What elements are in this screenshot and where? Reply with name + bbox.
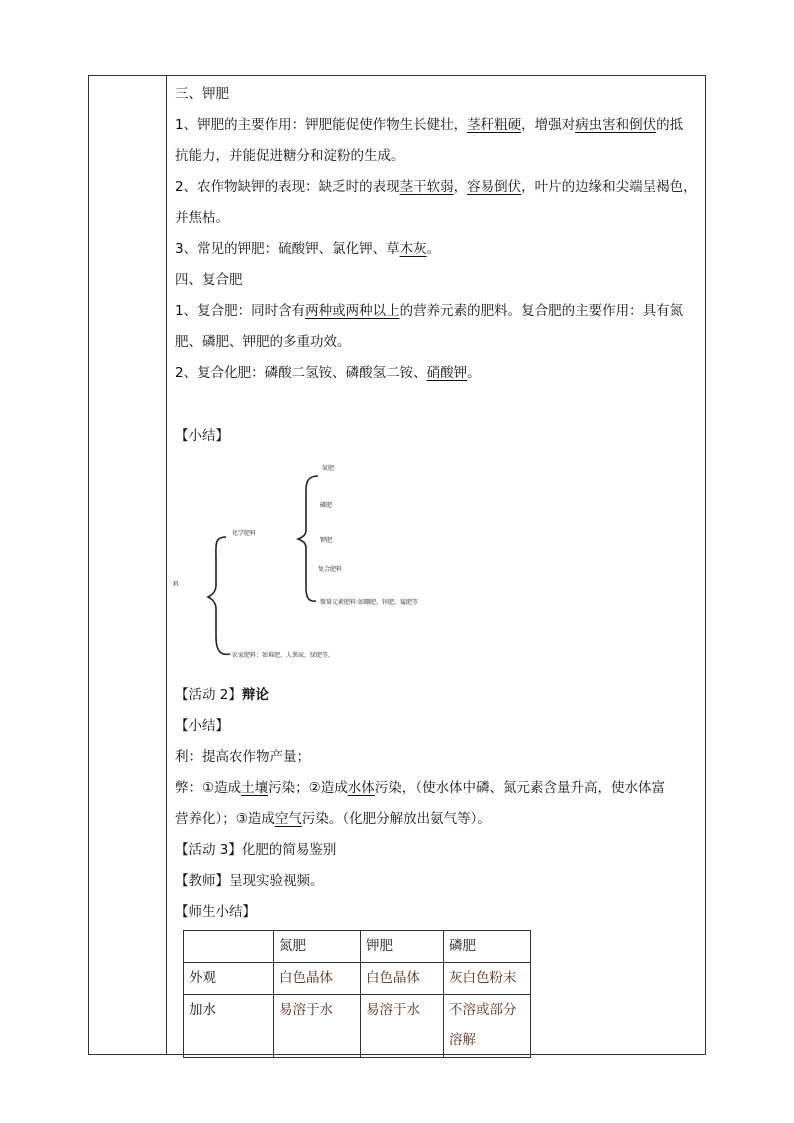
- diagram-item-potash: 钾肥: [320, 537, 333, 544]
- table-header-cell: 氮肥: [274, 931, 361, 963]
- potash-para-2-line-2: 并焦枯。: [175, 210, 229, 226]
- compound-para-1-line-2: 肥、磷肥、钾肥的多重功效。: [175, 334, 351, 350]
- table-row: [184, 963, 531, 995]
- compound-para-2: 2、复合化肥：磷酸二氢铵、磷酸氢二铵、硝酸钾。: [175, 365, 481, 381]
- table-cell: 易溶于水: [361, 995, 444, 1058]
- summary-label-3: 【师生小结】: [175, 904, 256, 920]
- compound-para-1-line-1: 1、复合肥：同时含有两种或两种以上的营养元素的肥料。复合肥的主要作用：具有氮: [175, 303, 684, 319]
- table-cell: 白色晶体: [274, 963, 361, 995]
- diagram-item-nitrogen: 氮肥: [322, 465, 335, 472]
- table-cell: 外观: [184, 963, 274, 995]
- con-text-line-1: 弊：①造成土壤污染；②造成水体污染，（使水体中磷、氮元素含量升高，使水体富: [175, 780, 665, 796]
- diagram-branch-chemical: 化学肥料: [232, 530, 257, 537]
- diagram-item-compound: 复合肥料: [318, 566, 343, 573]
- table-cell: 灰白色粉末: [444, 963, 531, 995]
- diagram-item-micronutrient: 微量元素肥料:如硼肥、锌肥、锰肥等: [320, 599, 419, 606]
- table-header-cell: [184, 931, 274, 963]
- table-header-row: [184, 931, 531, 963]
- activity-3-heading: 【活动 3】化肥的简易鉴别: [175, 842, 337, 858]
- potash-para-1-line-1: 1、钾肥的主要作用：钾肥能促使作物生长健壮，茎秆粗硬，增强对病虫害和倒伏的抵: [175, 117, 684, 133]
- table-header-cell: 磷肥: [444, 931, 531, 963]
- identification-table: [183, 930, 531, 1058]
- diagram-root: 料: [173, 581, 180, 588]
- activity-2-heading: 【活动 2】辩论: [175, 687, 269, 703]
- con-text-line-2: 营养化）；③造成空气污染。（化肥分解放出氨气等）。: [175, 811, 491, 827]
- teacher-line: 【教师】呈现实验视频。: [175, 873, 324, 889]
- table-row: [184, 995, 531, 1058]
- table-cell: 白色晶体: [361, 963, 444, 995]
- summary-label-2: 【小结】: [175, 718, 229, 734]
- diagram-item-phosphate: 磷肥: [320, 502, 333, 509]
- potash-para-1-line-2: 抗能力，并能促进糖分和淀粉的生成。: [175, 148, 405, 164]
- table-cell: 不溶或部分 溶解: [444, 995, 531, 1058]
- table-cell: 易溶于水: [274, 995, 361, 1058]
- inner-brace: [298, 476, 318, 601]
- table-header-cell: 钾肥: [361, 931, 444, 963]
- table-cell: 加水: [184, 995, 274, 1058]
- pro-text: 利：提高农作物产量；: [175, 749, 310, 765]
- section-heading-potash: 三、钾肥: [175, 86, 229, 102]
- section-heading-compound: 四、复合肥: [175, 272, 243, 288]
- potash-para-2-line-1: 2、农作物缺钾的表现：缺乏时的表现茎干软弱，容易倒伏，叶片的边缘和尖端呈褐色，: [175, 179, 697, 195]
- summary-label-1: 【小结】: [175, 428, 229, 444]
- diagram-branch-farm: 农家肥料：如堆肥、人粪尿、绿肥等。: [232, 652, 335, 659]
- outer-brace: [208, 537, 230, 654]
- potash-para-3: 3、常见的钾肥：硫酸钾、氯化钾、草木灰。: [175, 241, 441, 257]
